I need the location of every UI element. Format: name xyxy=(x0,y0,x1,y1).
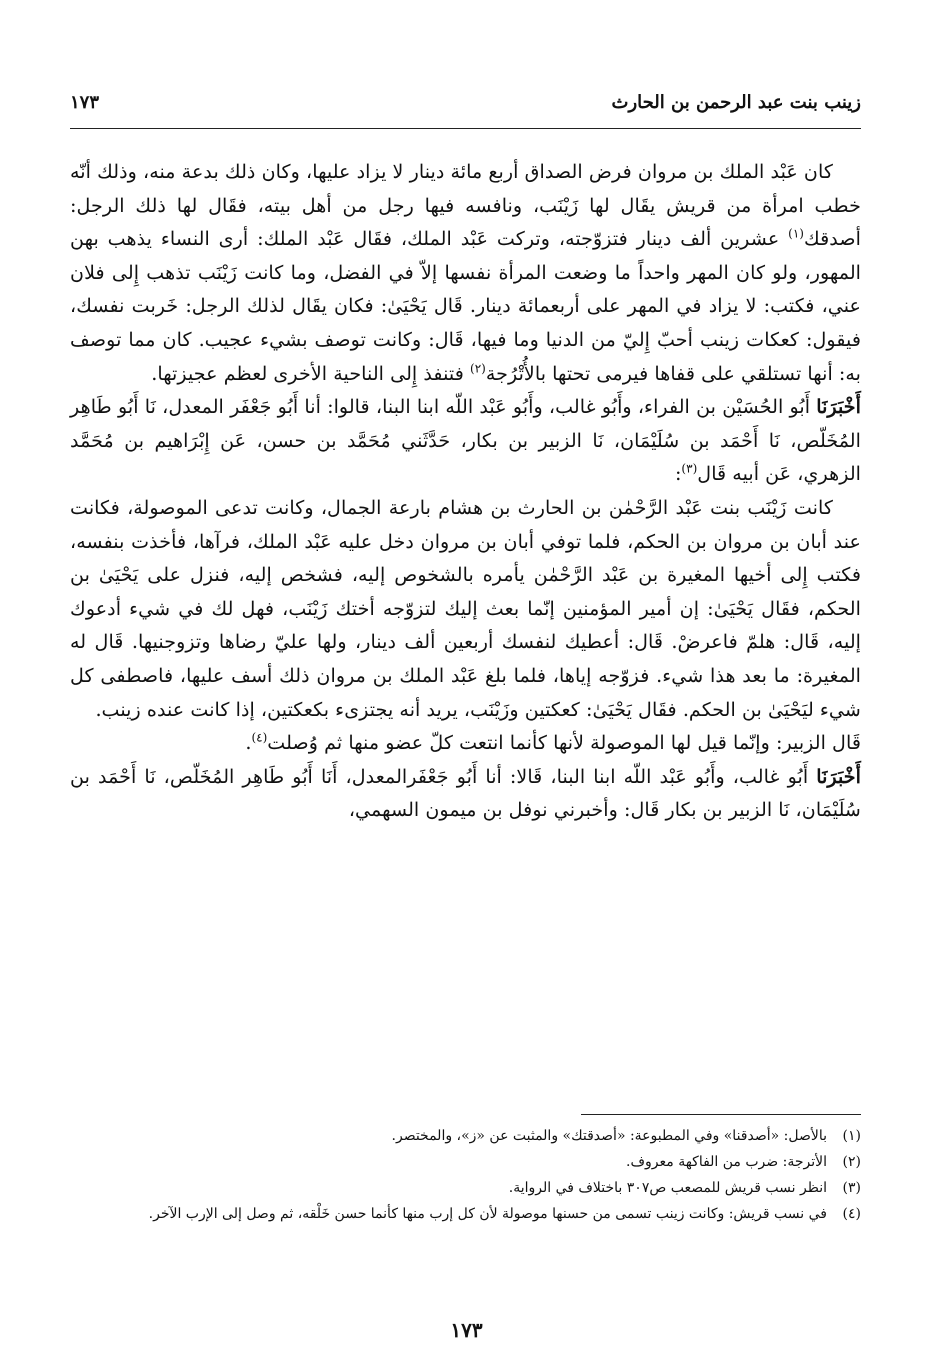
footnote-item xyxy=(70,1202,861,1226)
footnote-number: (١) xyxy=(842,1128,861,1144)
footnote-item xyxy=(70,1176,861,1200)
footnote-number: (٤) xyxy=(842,1206,861,1222)
footnote-ref-4: (٤) xyxy=(251,730,268,745)
header-divider xyxy=(70,128,861,129)
paragraph-5-text: أَبُو غالب، وأَبُو عَبْد اللّه ابنا البنا، قَالا: أنا أَبُو جَعْفَرالمعدل، أَنَا أَبُو طَاهِر المُخَلّص، نَا أَحْمَد بن سُلَيْمَان، نَا الزبير بن بكار قَال: وأخبرني نوفل بن ميمون السهمي، xyxy=(70,764,861,822)
footnote-text: بالأصل: «أصدقنا» وفي المطبوعة: «أصدقتك» والمثبت عن «ز»، والمختصر. xyxy=(391,1128,827,1144)
footnote-item xyxy=(70,1124,861,1148)
paragraph-1 xyxy=(70,155,861,390)
footnote-ref-3: (٣) xyxy=(681,461,698,476)
paragraph-3: كانت زَيْنَب بنت عَبْد الرَّحْمٰن بن الحارث بن هشام بارعة الجمال، وكانت تدعى الموصولة، فكانت عند أبان بن مروان بن الحكم، فلما توفي أبان بن مروان دخل عليه عَبْد الملك، فرآها، فأخذت بنفسه، فكتب إِلى أخيها المغيرة بن عَبْد الرَّحْمٰن يأمره بالشخوص إليه، فشخص إليه، فنزل على يَحْيَىٰ بن الحكم، فقَال يَحْيَىٰ: إن أمير المؤمنين إنّما بعث إليك لتزوّجه أختك زَيْنَب، فهل لك في شيء أدعوك إليه، قَال: هلمّ فاعرضْ. قَال: أعطيك لنفسك أربعين ألف دينار، ولها عليّ رضاها وتزوجنيها. قَال له المغيرة: ما بعد هذا شيء. فزوّجه إياها، فلما بلغ عَبْد الملك بن مروان ذلك أسف عليها، فاصطفى كل شيء ليَحْيَىٰ بن الحكم. فقَال يَحْيَىٰ: كعكتين وزَيْنَب، يريد أنه يجتزىء بكعكتين، إذا كانت عنده زينب. xyxy=(70,495,861,721)
paragraph-4-text-a: قَال الزبير: وإنّما قيل لها الموصولة لأنها كأنما انتعت كلّ عضو منها ثم وُصلت xyxy=(267,731,861,755)
running-title: زينب بنت عبد الرحمن بن الحارث xyxy=(611,92,861,113)
paragraph-2 xyxy=(70,390,861,491)
isnad-lead-1: أَخْبَرَنَا xyxy=(816,395,861,419)
main-text xyxy=(70,155,861,827)
footnote-number: (٢) xyxy=(842,1154,861,1170)
footnote-ref-2: (٢) xyxy=(470,361,486,376)
paragraph-1-text-c: فتنفذ إِلى الناحية الأخرى لعظم عجيزتها. xyxy=(151,361,470,385)
isnad-lead-2: أَخْبَرَنَا xyxy=(816,764,861,788)
page-number-footer: ١٧٣ xyxy=(450,1318,483,1342)
footnote-number: (٣) xyxy=(842,1180,861,1196)
footnote-item xyxy=(70,1150,861,1174)
footnote-text: انظر نسب قريش للمصعب ص٣٠٧ باختلاف في الرواية. xyxy=(508,1180,827,1196)
paragraph-4 xyxy=(70,726,861,760)
paragraph-2-text-b: : xyxy=(674,462,682,486)
footnote-text: في نسب قريش: وكانت زينب تسمى من حسنها موصولة لأن كل إرب منها كأنما حسن خَلْقه، ثم وصل إلى الإرب الآخر. xyxy=(148,1206,827,1222)
footnote-divider xyxy=(581,1114,861,1115)
footnote-text: الأترجة: ضرب من الفاكهة معروف. xyxy=(626,1154,827,1170)
running-header xyxy=(70,86,861,126)
paragraph-2-text-a: أَبُو الحُسَيْن بن الفراء، وأَبُو غالب، وأَبُو عَبْد اللّه ابنا البنا، قالوا: أنا أَبُو جَعْفَر المعدل، نَا أَبُو طَاهِر المُخَلّص، نَا أَحْمَد بن سُلَيْمَان، نَا الزبير بن بكار، حَدَّثَني مُحَمَّد بن حسن، عَن إِبْرَاهيم بن مُحَمَّد الزهري، عَن أبيه قَال xyxy=(70,395,861,486)
footnote-ref-1: (١) xyxy=(788,226,804,241)
paragraph-4-text-b: . xyxy=(245,731,252,755)
footnotes xyxy=(70,1124,861,1228)
paragraph-1-text-b: عشرين ألف دينار فتزوّجته، وتركت عَبْد الملك، فقَال عَبْد الملك: أرى النساء يذهب بهن المهور، ولو كان المهر واحداً ما وضعت المرأة نفسها إلاّ في الفضل، وما كانت زَيْنَب تذهب إِلى فلان عني، فكتب: لا يزاد في المهر على أربعمائة دينار. قَال يَحْيَىٰ: فكان يقَال لذلك الرجل: خَربت نفسك، فيقول: كعكات زينب أحبّ إِليّ من الدنيا وما فيها، قَال: وكانت توصف بشيء عجيب. كان مما توصف به: أنها تستلقي على قفاها فيرمى تحتها بالأُتْرُجة xyxy=(70,227,861,385)
paragraph-1-text-a: كان عَبْد الملك بن مروان فرض الصداق أربع مائة دينار لا يزاد عليها، وكان ذلك بدعة منه، وذلك أنّه خطب امرأة من قريش يقَال لها زَيْنَب، ونافسه فيها رجل من أهل بيته، فقَال لها ذلك الرجل: أصدقك xyxy=(70,160,861,251)
header-page-number: ١٧٣ xyxy=(70,92,100,113)
paragraph-5 xyxy=(70,760,861,827)
